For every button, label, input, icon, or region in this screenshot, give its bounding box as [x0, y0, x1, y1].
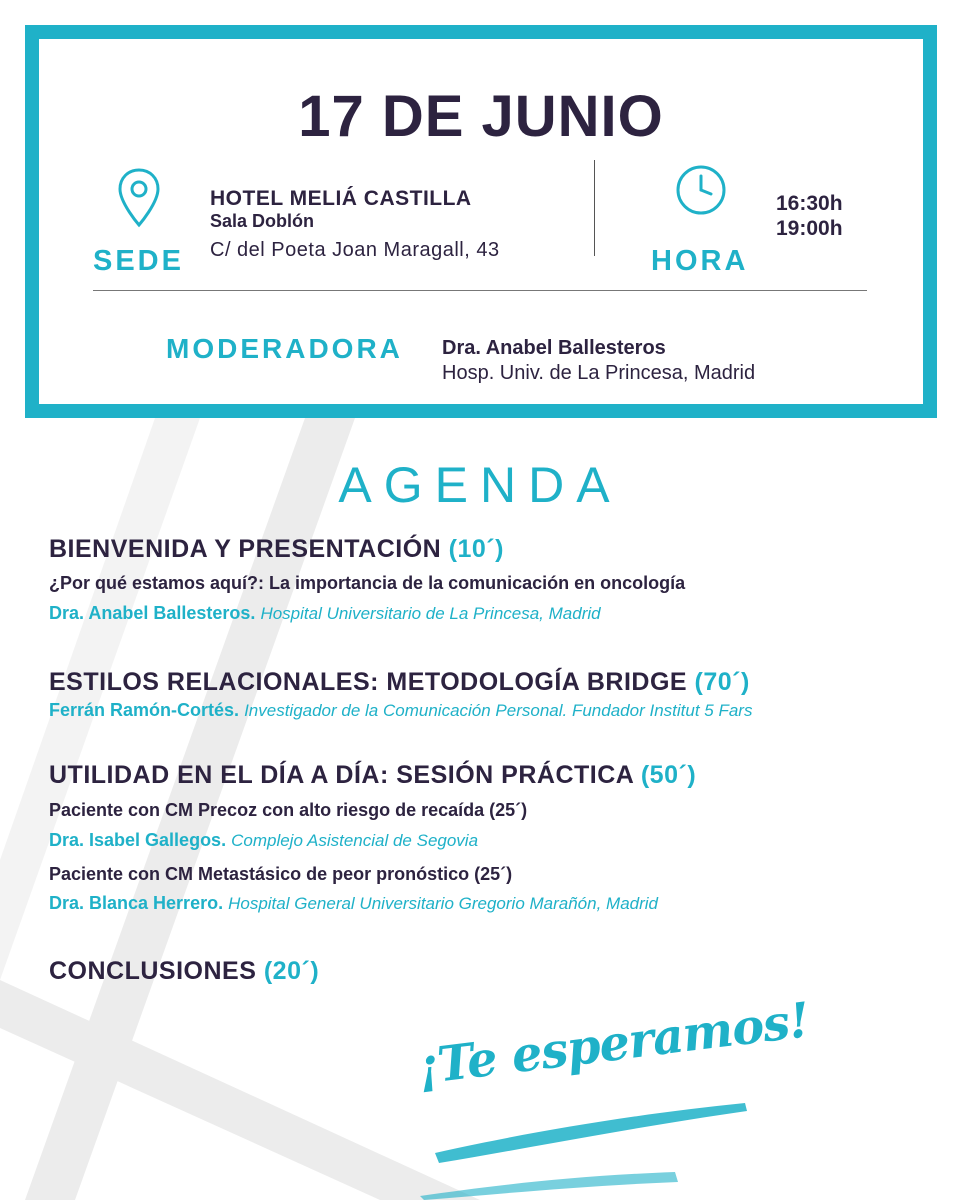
- speaker-affiliation: Hospital General Universitario Gregorio Marañón, Madrid: [228, 894, 658, 913]
- section-subtitle: Paciente con CM Metastásico de peor pronóstico (25´): [49, 864, 513, 884]
- moderator-label: MODERADORA: [166, 333, 403, 364]
- agenda-section-conclusions: [49, 957, 319, 986]
- speaker-name: Ferrán Ramón-Cortés.: [49, 700, 240, 720]
- speaker-affiliation: Investigador de la Comunicación Personal. Fundador Institut 5 Fars: [244, 701, 753, 720]
- event-date: 17 DE JUNIO: [298, 84, 664, 149]
- vertical-divider: [594, 160, 595, 256]
- speaker-line: [49, 603, 601, 624]
- section-title: CONCLUSIONES: [49, 957, 257, 985]
- section-title: BIENVENIDA Y PRESENTACIÓN: [49, 535, 442, 563]
- horizontal-divider: [93, 290, 867, 291]
- speaker-affiliation: Hospital Universitario de La Princesa, Madrid: [260, 604, 601, 623]
- venue-label: SEDE: [93, 245, 184, 277]
- agenda-section-practice: [49, 761, 696, 790]
- brush-stroke-bottom: [420, 1160, 680, 1200]
- closing-message: ¡Te esperamos!: [414, 992, 812, 1096]
- moderator-name: Dra. Anabel Ballesteros: [442, 337, 666, 359]
- agenda-title: AGENDA: [338, 457, 622, 513]
- section-title: UTILIDAD EN EL DÍA A DÍA: SESIÓN PRÁCTICA: [49, 761, 634, 789]
- speaker-name: Dra. Blanca Herrero.: [49, 893, 224, 913]
- agenda-section-welcome: [49, 535, 504, 564]
- speaker-line: [49, 893, 658, 914]
- clock-icon: [675, 164, 727, 216]
- venue-room: Sala Doblón: [210, 211, 315, 231]
- time-end: 19:00h: [776, 217, 843, 240]
- section-duration: (70´): [694, 668, 750, 696]
- section-title: ESTILOS RELACIONALES: METODOLOGÍA BRIDGE: [49, 668, 688, 696]
- location-pin-icon: [117, 167, 161, 229]
- venue-hotel: HOTEL MELIÁ CASTILLA: [210, 187, 472, 210]
- speaker-name: Dra. Anabel Ballesteros.: [49, 603, 256, 623]
- brush-stroke: [425, 1095, 755, 1165]
- section-duration: (50´): [640, 761, 697, 789]
- agenda-section-bridge: [49, 668, 750, 697]
- section-subtitle: ¿Por qué estamos aquí?: La importancia de la comunicación en oncología: [49, 573, 686, 593]
- speaker-line: [49, 830, 478, 851]
- time-start: 16:30h: [776, 192, 843, 215]
- speaker-affiliation: Complejo Asistencial de Segovia: [231, 831, 479, 850]
- event-info-box: [25, 25, 937, 418]
- moderator-affiliation: Hosp. Univ. de La Princesa, Madrid: [442, 362, 756, 384]
- section-subtitle: Paciente con CM Precoz con alto riesgo de recaída (25´): [49, 800, 528, 820]
- speaker-line: [49, 700, 752, 721]
- time-label: HORA: [651, 245, 749, 277]
- section-duration: (20´): [263, 957, 320, 985]
- venue-address: C/ del Poeta Joan Maragall, 43: [210, 239, 500, 261]
- speaker-name: Dra. Isabel Gallegos.: [49, 830, 227, 850]
- section-duration: (10´): [448, 535, 504, 563]
